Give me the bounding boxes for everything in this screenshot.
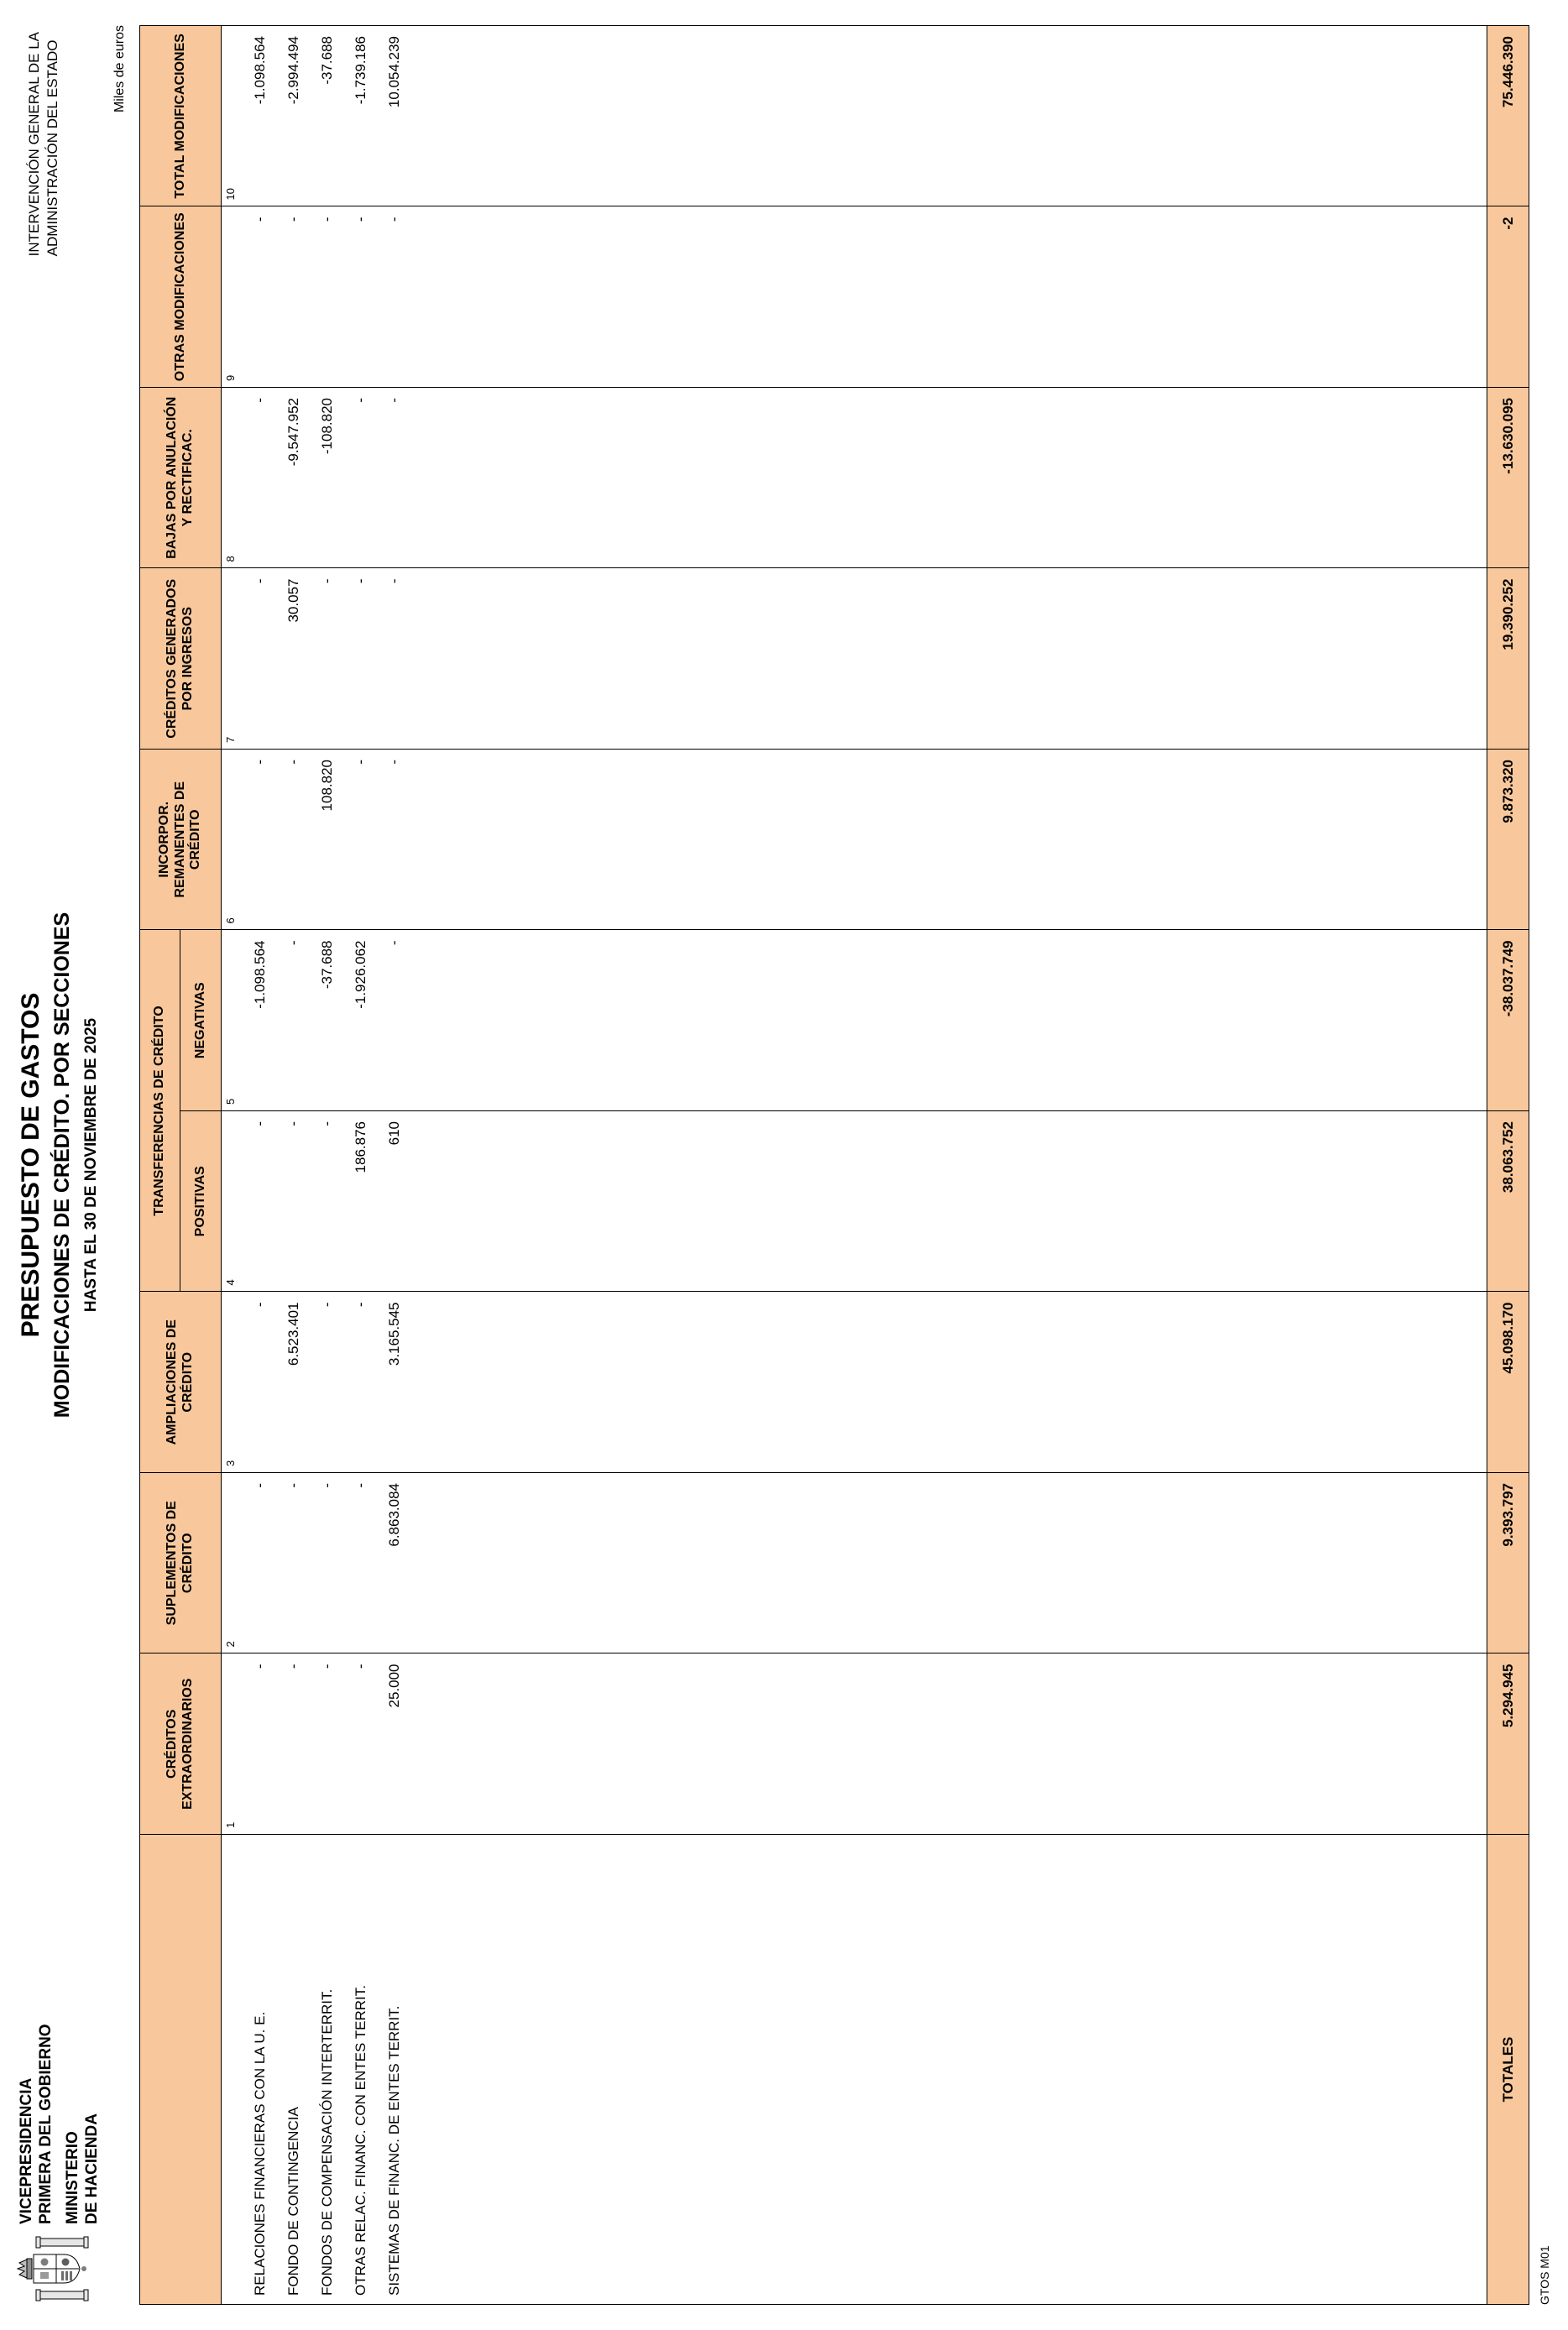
column-number: 3 xyxy=(222,1292,243,1473)
data-cell: -9.547.952 xyxy=(277,388,311,569)
data-cell: -37.688 xyxy=(311,930,344,1111)
totals-cell: -13.630.095 xyxy=(1487,388,1529,569)
col-header-sections xyxy=(140,1835,222,2305)
data-cell: 186.876 xyxy=(344,1111,378,1293)
data-cell: - xyxy=(243,1473,277,1654)
data-cell: -2.994.494 xyxy=(277,26,311,207)
row-label: FONDO DE CONTINGENCIA xyxy=(277,1835,311,2305)
col-header-transferencias-group: TRANSFERENCIAS DE CRÉDITO xyxy=(140,930,180,1292)
data-cell: - xyxy=(277,750,311,931)
ministry-line: VICEPRESIDENCIA xyxy=(18,2077,35,2224)
col-header-incorpor-remanentes: INCORPOR. REMANENTES DE CRÉDITO xyxy=(140,750,222,931)
column-number: 6 xyxy=(222,750,243,931)
row-label: RELACIONES FINANCIERAS CON LA U. E. xyxy=(243,1835,277,2305)
column-number: 8 xyxy=(222,388,243,569)
units-note: Miles de euros xyxy=(112,25,127,113)
data-cell: - xyxy=(378,388,411,569)
col-header-suplementos: SUPLEMENTOS DE CRÉDITO xyxy=(140,1473,222,1654)
data-cell: 3.165.545 xyxy=(378,1292,411,1473)
totals-cell: -38.037.749 xyxy=(1487,930,1529,1111)
data-cell: - xyxy=(344,568,378,750)
data-cell: - xyxy=(243,388,277,569)
column-numbers-row xyxy=(222,26,243,2305)
data-cell: -1.098.564 xyxy=(243,26,277,207)
column-number: 2 xyxy=(222,1473,243,1654)
data-cell: -1.926.062 xyxy=(344,930,378,1111)
title-line-1: PRESUPUESTO DE GASTOS xyxy=(17,992,44,1338)
data-cell: - xyxy=(243,1292,277,1473)
empty-rows-area xyxy=(411,26,1487,2305)
totals-label: TOTALES xyxy=(1487,1835,1529,2305)
data-cell: -1.098.564 xyxy=(243,930,277,1111)
table-row xyxy=(277,26,311,2305)
data-cell: - xyxy=(277,1111,311,1293)
data-cell: - xyxy=(243,568,277,750)
data-cell: 108.820 xyxy=(311,750,344,931)
data-cell: - xyxy=(243,750,277,931)
col-header-negativas: NEGATIVAS xyxy=(180,930,222,1111)
ministry-line: MINISTERIO xyxy=(64,2131,81,2224)
data-cell: - xyxy=(277,930,311,1111)
table-row xyxy=(243,26,277,2305)
data-cell: - xyxy=(277,206,311,388)
data-cell: - xyxy=(311,568,344,750)
data-cell: - xyxy=(311,1473,344,1654)
data-cell: -37.688 xyxy=(311,26,344,207)
totals-cell: 5.294.945 xyxy=(1487,1653,1529,1835)
ministry-line: DE HACIENDA xyxy=(83,2113,101,2224)
column-number: 9 xyxy=(222,206,243,388)
data-cell: - xyxy=(243,1111,277,1293)
totals-cell: 75.446.390 xyxy=(1487,26,1529,207)
data-cell: 10.054.239 xyxy=(378,26,411,207)
document-title-block xyxy=(17,0,101,2330)
totals-cell: 38.063.752 xyxy=(1487,1111,1529,1293)
totals-cell: 19.390.252 xyxy=(1487,568,1529,750)
agency-line: INTERVENCIÓN GENERAL DE LA xyxy=(26,32,42,257)
data-cell: - xyxy=(311,1111,344,1293)
data-cell: - xyxy=(344,388,378,569)
col-header-otras-modificaciones: OTRAS MODIFICACIONES xyxy=(140,206,222,388)
data-cell: - xyxy=(243,206,277,388)
data-cell: 6.523.401 xyxy=(277,1292,311,1473)
data-cell: -108.820 xyxy=(311,388,344,569)
data-cell: 30.057 xyxy=(277,568,311,750)
totals-cell: 9.393.797 xyxy=(1487,1473,1529,1654)
data-cell: - xyxy=(378,568,411,750)
data-cell: - xyxy=(344,750,378,931)
table-row xyxy=(378,26,411,2305)
table-row xyxy=(311,26,344,2305)
data-cell: - xyxy=(344,1473,378,1654)
data-cell: - xyxy=(311,206,344,388)
row-label: FONDOS DE COMPENSACIÓN INTERTERRIT. xyxy=(311,1835,344,2305)
agency-line: ADMINISTRACIÓN DEL ESTADO xyxy=(44,39,60,257)
form-code: GTOS M01 xyxy=(1538,2245,1551,2305)
col-header-total-modificaciones: TOTAL MODIFICACIONES xyxy=(140,26,222,207)
col-header-positivas: POSITIVAS xyxy=(180,1111,222,1293)
data-cell: - xyxy=(344,1653,378,1835)
col-header-ampliaciones: AMPLIACIONES DE CRÉDITO xyxy=(140,1292,222,1473)
data-cell: 610 xyxy=(378,1111,411,1293)
title-line-2: MODIFICACIONES DE CRÉDITO. POR SECCIONES xyxy=(50,912,74,1418)
column-number: 4 xyxy=(222,1111,243,1293)
data-cell: - xyxy=(311,1653,344,1835)
col-header-generados-ingresos: CRÉDITOS GENERADOS POR INGRESOS xyxy=(140,568,222,750)
totals-row xyxy=(1487,26,1529,2305)
budget-modifications-table xyxy=(139,25,1529,2305)
data-cell: 25.000 xyxy=(378,1653,411,1835)
data-cell: - xyxy=(378,750,411,931)
data-cell: - xyxy=(378,930,411,1111)
column-number: 10 xyxy=(222,26,243,207)
data-cell: -1.739.186 xyxy=(344,26,378,207)
data-cell: - xyxy=(277,1653,311,1835)
col-header-creditos-extraordinarios: CRÉDITOS EXTRAORDINARIOS xyxy=(140,1653,222,1835)
data-cell: - xyxy=(344,1292,378,1473)
data-cell: - xyxy=(277,1473,311,1654)
agency-block xyxy=(25,32,62,256)
row-label: SISTEMAS DE FINANC. DE ENTES TERRIT. xyxy=(378,1835,411,2305)
data-cell: - xyxy=(344,206,378,388)
table-row xyxy=(344,26,378,2305)
data-cell: - xyxy=(378,206,411,388)
column-number: 7 xyxy=(222,568,243,750)
row-label: OTRAS RELAC. FINANC. CON ENTES TERRIT. xyxy=(344,1835,378,2305)
totals-cell: 9.873.320 xyxy=(1487,750,1529,931)
column-number xyxy=(222,1835,243,2305)
title-line-3: HASTA EL 30 DE NOVIEMBRE DE 2025 xyxy=(82,1017,100,1313)
data-cell: - xyxy=(311,1292,344,1473)
totals-cell: -2 xyxy=(1487,206,1529,388)
data-cell: 6.863.084 xyxy=(378,1473,411,1654)
ministry-line: PRIMERA DEL GOBIERNO xyxy=(37,2024,55,2224)
column-number: 1 xyxy=(222,1653,243,1835)
column-number: 5 xyxy=(222,930,243,1111)
data-cell: - xyxy=(243,1653,277,1835)
totals-cell: 45.098.170 xyxy=(1487,1292,1529,1473)
col-header-bajas-anulacion: BAJAS POR ANULACIÓN Y RECTIFICAC. xyxy=(140,388,222,569)
